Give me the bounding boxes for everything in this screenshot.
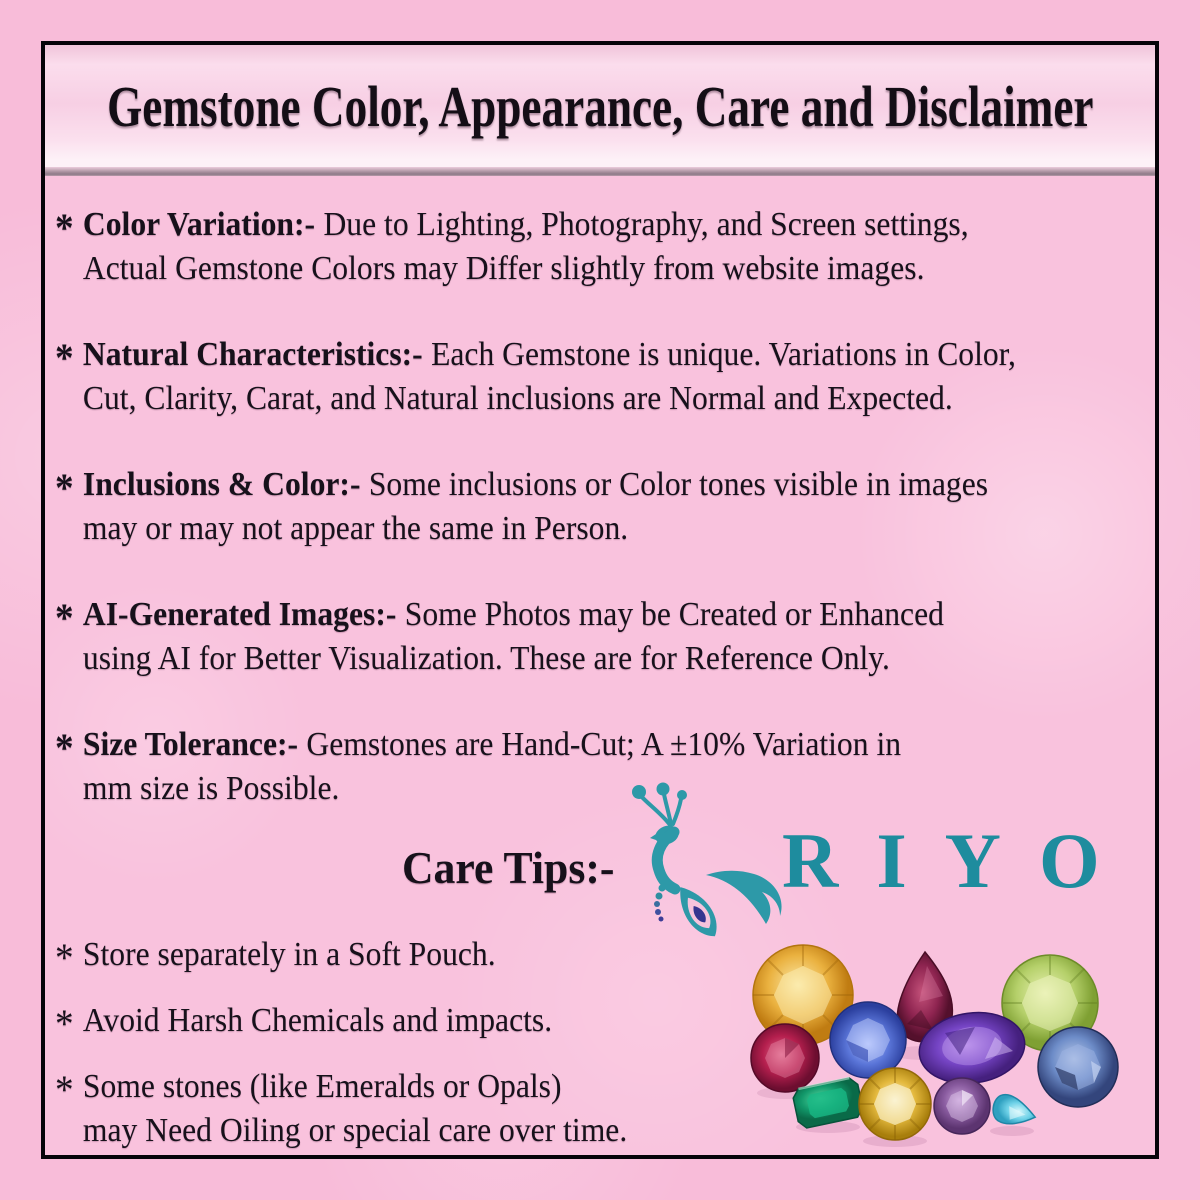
brand-name: RIYO	[782, 817, 1138, 904]
care-tips-heading: Care Tips:-	[402, 842, 615, 893]
page-title: Gemstone Color, Appearance, Care and Disclaimer	[106, 73, 1094, 139]
disclaimer-text: Some inclusions or Color tones visible in images	[368, 466, 989, 503]
disclaimer-text: Some Photos may be Created or Enhanced	[404, 596, 944, 633]
sapphire-round	[830, 1002, 906, 1078]
asterisk-marker: *	[55, 1001, 74, 1046]
care-tip-text: Some stones (like Emeralds or Opals)	[82, 1068, 562, 1105]
disclaimer-natural-characteristics	[55, 333, 1065, 421]
card-frame	[41, 41, 1159, 1159]
care-tip-oiling	[55, 1065, 697, 1153]
blue-topaz-round	[1038, 1027, 1118, 1107]
disclaimer-label: Natural Characteristics:-	[82, 336, 423, 373]
golden-citrine-round	[859, 1068, 931, 1140]
ruby-round	[751, 1024, 819, 1092]
care-tip-soft-pouch	[55, 933, 697, 980]
disclaimer-label: Size Tolerance:-	[82, 726, 299, 763]
asterisk-marker: *	[55, 595, 74, 640]
disclaimer-label: Inclusions & Color:-	[82, 466, 361, 503]
asterisk-marker: *	[55, 935, 74, 980]
care-tips-list	[55, 933, 745, 1159]
disclaimer-text: using AI for Better Visualization. These are for Reference Only.	[82, 640, 890, 677]
disclaimer-label: Color Variation:-	[82, 206, 316, 243]
disclaimer-list	[55, 203, 1141, 853]
asterisk-marker: *	[55, 465, 74, 510]
asterisk-marker: *	[55, 1067, 74, 1112]
disclaimer-label: AI-Generated Images:-	[82, 596, 397, 633]
aquamarine-pear	[990, 1092, 1039, 1131]
asterisk-marker: *	[55, 335, 74, 380]
disclaimer-color-variation	[55, 203, 1065, 291]
asterisk-marker: *	[55, 725, 74, 770]
purple-round	[934, 1078, 990, 1134]
disclaimer-text: Gemstones are Hand-Cut; A ±10% Variation in	[306, 726, 902, 763]
care-tip-text: Avoid Harsh Chemicals and impacts.	[82, 1002, 553, 1039]
disclaimer-text: Each Gemstone is unique. Variations in Color,	[431, 336, 1016, 373]
disclaimer-size-tolerance	[55, 723, 1065, 811]
disclaimer-text: Due to Lighting, Photography, and Screen settings,	[323, 206, 969, 243]
peacock-icon	[628, 780, 800, 955]
disclaimer-text: mm size is Possible.	[82, 770, 340, 807]
disclaimer-text: Cut, Clarity, Carat, and Natural inclusions are Normal and Expected.	[82, 380, 953, 417]
care-tip-text: may Need Oiling or special care over time.	[82, 1112, 628, 1149]
asterisk-marker: *	[55, 205, 74, 250]
disclaimer-text: may or may not appear the same in Person.	[82, 510, 629, 547]
disclaimer-text: Actual Gemstone Colors may Differ slightly from website images.	[82, 250, 925, 287]
disclaimer-ai-generated-images	[55, 593, 1065, 681]
gemstones-image	[745, 943, 1159, 1155]
care-tip-text: Store separately in a Soft Pouch.	[82, 936, 496, 973]
disclaimer-inclusions-color	[55, 463, 1065, 551]
header-band	[45, 45, 1155, 167]
care-tip-avoid-chemicals	[55, 999, 697, 1046]
